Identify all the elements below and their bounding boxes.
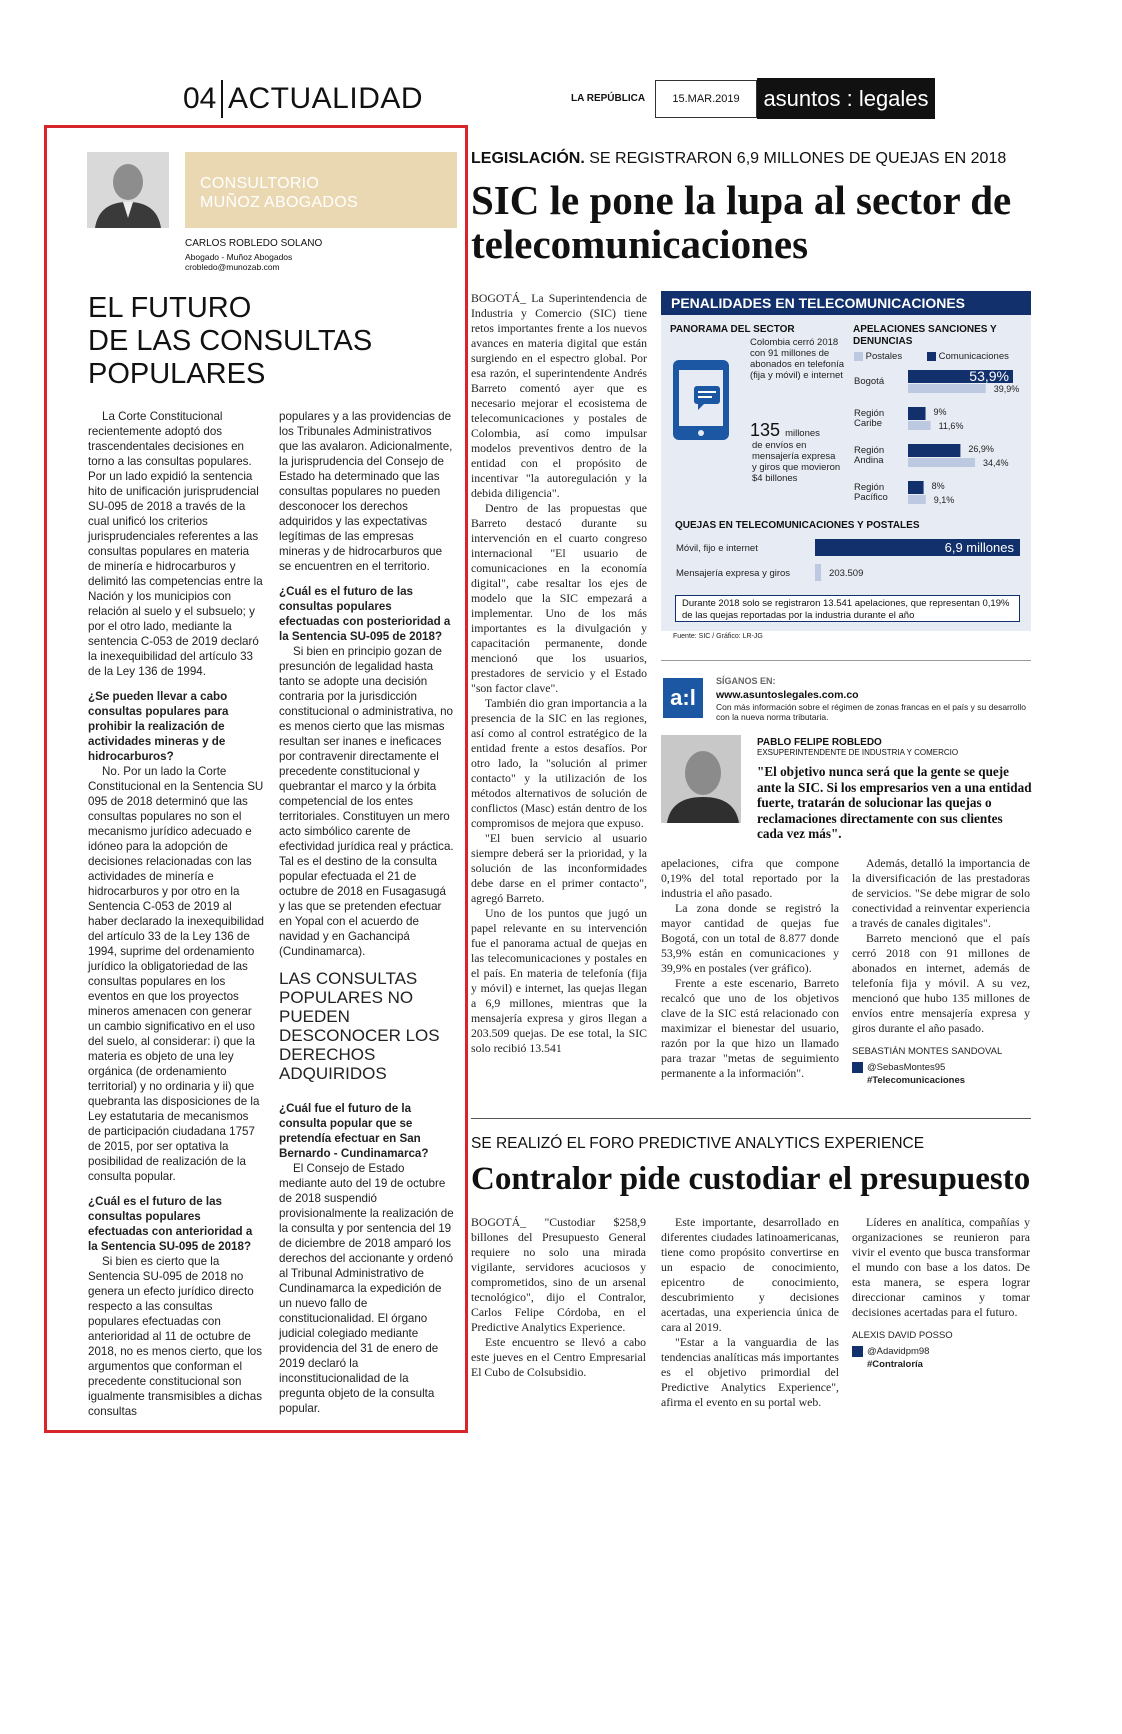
article-text-2 <box>661 856 839 1081</box>
paragraph: BOGOTÁ_ "Custodiar $258,9 billones del Presupuesto General requiere no solo una mirada vigilante, servidores acuciosos y comprometidos, sino de un arsenal tecnológico", dijo el Contralor, Carlos Felipe Córdoba, en el Predictive Analytics Experience. <box>471 1215 646 1334</box>
apelaciones-title: APELACIONES SANCIONES Y DENUNCIAS <box>853 324 997 347</box>
article-text-3 <box>852 856 1030 1088</box>
panorama-title: PANORAMA DEL SECTOR <box>670 324 795 335</box>
brand-logo: asuntos : legales <box>757 78 935 119</box>
paragraph: Uno de los puntos que jugó un papel relevante en su intervención fue el panorama actual de quejas en las telecomunicaciones y postales en el país. En materia de telefonía (fija y móvil) e internet, las quejas llegan a 6,9 millones, mientras que la mensajería expresa y giros llegan a 203.509 quejas. De ese total, la SIC solo recibió 13.541 <box>471 906 647 1055</box>
legend-comunicaciones-swatch <box>927 352 936 361</box>
paragraph: "Estar a la vanguardia de las tendencias analíticas más importantes es el objetivo primordial del Predictive Analytics Experience", afirma el evento en su portal web. <box>661 1335 839 1409</box>
byline <box>852 1044 1030 1088</box>
infographic-source: Fuente: SIC / Gráfico: LR-JG <box>673 633 763 640</box>
legend-postales: Postales <box>854 351 902 362</box>
paragraph: BOGOTÁ_ La Superintendencia de Industria y Comercio (SIC) tiene retos importantes frente a los nuevos avances en materia digital que están surgiendo en el espectro global. Por esa razón, el superintendente Andrés Barreto comentó ayer que es necesario mejorar el ecosistema de telecomunicaciones y postales de Colombia, así como impulsar modelos preventivos dentro de la entidad con el propósito de incentivar "la autoregulación y la debida diligencia". <box>471 291 647 500</box>
paragraph: No. Por un lado la Corte Constitucional en la Sentencia SU 095 de 2018 determinó que las consultas populares no son el mecanismo jurídico adecuado e idóneo para la adopción de decisiones relacionadas con las actividades de minería e hidrocarburos y por otro en la Sentencia C-053 de 2019 al haber declarado la inexequibilidad del artículo 33 de la Ley 136 de 1994, suprime del ordenamiento jurídico la obligatoriedad de las consultas populares en los eventos en que los proyectos mineros amenacen con generar un cambio significativo en el uso del suelo, al considerar: i) que la materia es objeto de una ley orgánica (de ordenamiento territorial) y no ordinaria y ii) que quebranta las disposiciones de la Ley estatutaria de mecanismos de participación ciudadana 1757 de 2015, por ser optativa la posibilidad de realización de la consulta popular. <box>88 765 264 1183</box>
region-bar-chart <box>850 364 1030 514</box>
bar-label: 6,9 millones <box>944 540 1014 555</box>
bar-label: 39,9% <box>993 384 1020 394</box>
paragraph: Líderes en analítica, compañías y organizaciones se reunieron para vivir el evento que busca transformar el mundo con base a los datos. De esta manera, se espera lograr direccionar caminos y tomar decisiones acertadas para el futuro. <box>852 1215 1030 1319</box>
stat-envios-unit: millones <box>785 428 820 439</box>
question-heading: ¿Se pueden llevar a cabo consultas populares para prohibir la realización de actividades mineras y de hidrocarburos? <box>88 690 229 763</box>
question-heading: ¿Cuál es el futuro de las consultas populares efectuadas con posterioridad a la Sentencia SU-095 de 2018? <box>279 585 451 643</box>
bar-label: 53,9% <box>969 368 1009 384</box>
newspaper-name: LA REPÚBLICA <box>571 93 646 104</box>
quote-author: PABLO FELIPE ROBLEDO <box>757 737 882 748</box>
author-email[interactable]: crobledo@munozab.com <box>185 262 280 272</box>
quote-author-role: EXSUPERINTENDENTE DE INDUSTRIA Y COMERCIO <box>757 748 959 757</box>
infographic-note: Durante 2018 solo se registraron 13.541 apelaciones, que representan 0,19% de las quejas reportadas por la industria durante el año <box>675 595 1020 622</box>
quejas-bar <box>815 564 821 581</box>
legend-comunicaciones: Comunicaciones <box>927 351 1009 362</box>
paragraph: Dentro de las propuestas que Barreto destacó durante su intervención en el cuarto congreso internacional "El usuario de comunicaciones en la economía digital", cabe resaltar los ejes de modelo que la SIC empezará a implementar. Uno de los más importantes es la divulgación y capacitación permanente, donde mencionó que los usuarios, prestadores de servicio y el Estado "son factor clave". <box>471 501 647 695</box>
paragraph: Frente a este escenario, Barreto recalcó que uno de los objetivos clave de la SIC está relacionado con maximizar el bienestar del usuario, razón por la que hizo un llamado para trazar "metas de seguimiento permanente a la información". <box>661 976 839 1080</box>
article-kicker: SE REALIZÓ EL FORO PREDICTIVE ANALYTICS EXPERIENCE <box>471 1135 925 1152</box>
paragraph: Si bien es cierto que la Sentencia SU-095 de 2018 no genera un efecto jurídico directo respecto a las consultas populares efectuadas con anterioridad al 11 de octubre de 2018, no es menos cierto, que los argumentos que conforman el precedente constitucional son igualmente transmisibles a dichas consultas <box>88 1255 263 1418</box>
paragraph: Si bien en principio gozan de presunción de legalidad hasta tanto se adopte una decisión contraria por la jurisdicción constitucional o administrativa, no es menos cierto que las mismas resultan ser inanes e ineficaces por contravenir directamente el precedente constitucional y quebrantar el marco y la órbita competencial de los entes territoriales. Constituyen un mero acto simbólico carente de efectividad jurídica real y práctica. Tal es el destino de la consulta popular efectuada el 21 de octubre de 2018 en Fusagasugá y las que se pretenden efectuar en Yopal con el acuerdo de navidad y en Gachancipá (Cundinamarca). <box>279 645 454 958</box>
question-heading: ¿Cuál es el futuro de las consultas populares efectuadas con anterioridad a la Sentencia SU-095 de 2018? <box>88 1195 253 1253</box>
quejas-bar-chart <box>672 533 1022 585</box>
author-photo <box>87 152 169 228</box>
region-label: Región Pacífico <box>854 482 888 503</box>
section-title: ACTUALIDAD <box>228 82 424 115</box>
bar-label: 8% <box>931 481 945 491</box>
author-role: Abogado - Muñoz Abogados <box>185 252 293 262</box>
column-title: EL FUTURO DE LAS CONSULTAS POPULARES <box>88 292 373 390</box>
paragraph: La zona donde se registró la mayor cantidad de quejas fue Bogotá, con un total de 8.877 donde 53,9% están en comunicaciones y 39,9% en postales (ver gráfico). <box>661 901 839 975</box>
byline <box>852 1328 1030 1372</box>
banner-line-1: CONSULTORIO <box>200 175 320 192</box>
question-heading: ¿Cuál fue el futuro de la consulta popular que se pretendía efectuar en San Bernardo - Cundinamarca? <box>279 1102 429 1160</box>
byline-handle[interactable]: @Adavidpm98 <box>867 1346 930 1358</box>
paragraph: Este importante, desarrollado en diferentes ciudades latinoamericanas, tiene como propósito convertirse en un espacio de conocimiento, epicentro de conocimiento, descubrimiento y decisiones acertadas, una experiencia única de cara al 2019. <box>661 1215 839 1334</box>
article-text-1 <box>471 291 647 1056</box>
bar-label: 34,4% <box>983 458 1009 468</box>
paragraph: "El buen servicio al usuario siempre deberá ser la prioridad, y la solución de las inconformidades debe darse en el primer contacto", agregó Barreto. <box>471 831 647 905</box>
follow-description: Con más información sobre el régimen de zonas francas en el país y su desarrollo con la nueva norma tributaria. <box>716 702 1026 722</box>
twitter-icon <box>852 1062 863 1073</box>
bar-label: 11,6% <box>938 421 964 431</box>
bar-postales <box>908 384 986 393</box>
region-label: Región Andina <box>854 445 885 466</box>
asuntos-legales-logo: a:l <box>663 678 703 718</box>
bar-label: 9% <box>933 407 947 417</box>
byline-name: SEBASTIÁN MONTES SANDOVAL <box>852 1046 1003 1057</box>
bar-label: 9,1% <box>933 495 955 505</box>
region-label: Bogotá <box>854 376 885 387</box>
follow-label: SÍGANOS EN: <box>716 676 776 686</box>
article-kicker: LEGISLACIÓN. SE REGISTRARON 6,9 MILLONES DE QUEJAS EN 2018 <box>471 150 1007 167</box>
page-number: 04 <box>183 82 217 115</box>
header-divider <box>221 80 223 118</box>
stat-envios-text: de envíos en mensajería expresa y giros que movieron $4 billones <box>752 440 841 484</box>
phone-icon <box>668 352 738 447</box>
issue-date: 15.MAR.2019 <box>655 80 757 118</box>
stat-envios-number: 135 <box>750 420 781 440</box>
column-text-2 <box>279 409 454 1416</box>
paragraph: Barreto mencionó que el país cerró 2018 con 91 millones de abonados en internet, además de telefonía fija y móvil. A su vez, mencionó que hubo 135 millones de envíos entre mensajería expresa y giros durante el año pasado. <box>852 931 1030 1035</box>
column-text-1 <box>88 409 264 1419</box>
quote-text: "El objetivo nunca será que la gente se queje ante la SIC. Si los empresarios ven a una entidad fuerte, tratarán de solucionar las quejas o reclamaciones directamente con sus clientes cada vez más". <box>757 764 1032 841</box>
quejas-label: Móvil, fijo e internet <box>676 543 758 554</box>
pull-quote: LAS CONSULTAS POPULARES NO PUEDEN DESCONOCER LOS DERECHOS ADQUIRIDOS <box>279 969 440 1083</box>
infographic-title: PENALIDADES EN TELECOMUNICACIONES <box>661 291 1031 315</box>
region-chart-svg <box>850 364 1030 514</box>
quejas-label: Mensajería expresa y giros <box>676 568 791 579</box>
paragraph: Este encuentro se llevó a cabo este jueves en el Centro Empresarial El Cubo de Colsubsidio. <box>471 1335 646 1379</box>
twitter-icon <box>852 1346 863 1357</box>
bar-comunicaciones <box>908 407 926 420</box>
byline-tag[interactable]: #Contraloría <box>867 1359 923 1371</box>
bar-postales <box>908 495 926 504</box>
paragraph: populares y a las providencias de los Tribunales Administrativos que las avalaron. Adicionalmente, la jurisprudencia del Consejo de Estado ha determinado que las consultas populares no pueden desconocer los derechos adquiridos y las expectativas legítimas de las empresas mineras y de hidrocarburos que se encuentren en el territorio. <box>279 410 453 573</box>
banner-line-2: MUÑOZ ABOGADOS <box>200 194 358 211</box>
byline-handle[interactable]: @SebasMontes95 <box>867 1062 946 1074</box>
byline-tag[interactable]: #Telecomunicaciones <box>867 1075 966 1087</box>
article-text-3 <box>852 1215 1030 1372</box>
paragraph: Además, detalló la importancia de la diversificación de las prestadoras de servicios. "Se debe migrar de solo conectividad a reinventar experiencia a través de canales digitales". <box>852 856 1030 930</box>
bar-postales <box>908 421 931 430</box>
paragraph: La Corte Constitucional recientemente adoptó dos trascendentales decisiones en torno a las consultas populares. Por un lado expidió la sentencia hito de unificación jurisprudencial SU-095 de 2018 a través de la cual unificó los criterios jurisprudenciales referentes a las consultas populares en materia de minería e hidrocarburos y delimitó las competencias entre la Nación y los municipios con relación al suelo y el subsuelo; y por el otro lado, mediante la sentencia C-053 de 2019 declaró la inexequibilidad del artículo 33 de la Ley 136 de 1994. <box>88 410 263 678</box>
stat-abonados: Colombia cerró 2018 con 91 millones de abonados en telefonía (fija y móvil) e internet <box>750 337 845 381</box>
divider <box>471 1118 1031 1119</box>
bar-comunicaciones <box>908 444 960 457</box>
paragraph: apelaciones, cifra que compone 0,19% del total reportado por la industria el año pasado. <box>661 856 839 900</box>
paragraph: También dio gran importancia a la presencia de la SIC en las regiones, así como al control estratégico de la entidad frente a estos desafíos. Por otro lado, la "solución al primer contacto" y la utilización de los métodos alternativos de solución de conflictos (Masc) están dentro de los compromisos de mejora que expuso. <box>471 696 647 830</box>
bar-label: 203.509 <box>829 568 864 579</box>
author-name: CARLOS ROBLEDO SOLANO <box>185 238 323 249</box>
legend-postales-swatch <box>854 352 863 361</box>
quejas-title: QUEJAS EN TELECOMUNICACIONES Y POSTALES <box>675 520 920 531</box>
bar-comunicaciones <box>908 481 924 494</box>
quote-photo <box>661 735 741 823</box>
article-headline: SIC le pone la lupa al sector de telecomunicaciones <box>471 177 1012 267</box>
region-label: Región Caribe <box>854 408 885 429</box>
quejas-chart-svg <box>672 533 1022 585</box>
bar-label: 26,9% <box>968 444 994 454</box>
article-text-1 <box>471 1215 646 1380</box>
paragraph: El Consejo de Estado mediante auto del 19 de octubre de 2018 suspendió provisionalmente la realización de la consulta y por sentencia del 19 de diciembre de 2018 amparó los derechos del accionante y ordenó al Tribunal Administrativo de Cundinamarca la expedición de un nuevo fallo de constitucionalidad. El órgano judicial colegiado mediante providencia del 31 de enero de 2019 declaró la inconstitucionalidad de la pregunta objeto de la consulta popular. <box>279 1162 454 1415</box>
bar-postales <box>908 458 975 467</box>
byline-name: ALEXIS DAVID POSSO <box>852 1330 953 1341</box>
article-text-2 <box>661 1215 839 1410</box>
article-headline: Contralor pide custodiar el presupuesto <box>471 1161 1031 1197</box>
follow-site-link[interactable]: www.asuntoslegales.com.co <box>716 689 859 701</box>
divider <box>661 660 1031 661</box>
